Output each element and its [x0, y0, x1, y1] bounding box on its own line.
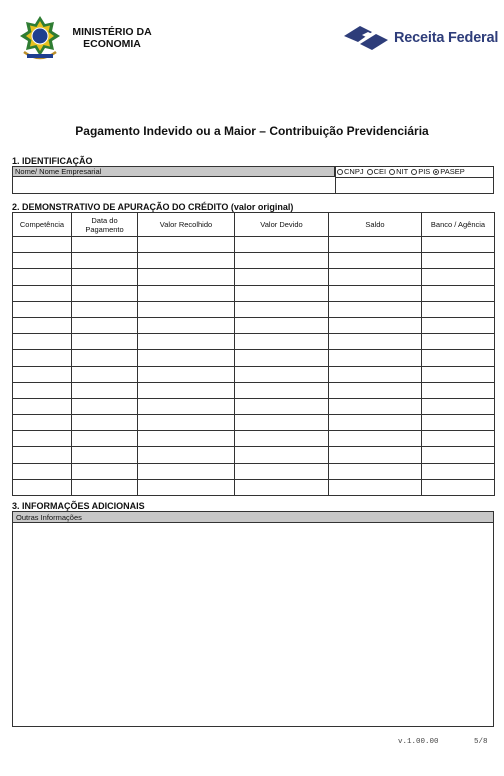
table-cell[interactable] — [72, 253, 138, 269]
table-cell[interactable] — [138, 285, 235, 301]
table-cell[interactable] — [329, 415, 422, 431]
credit-table — [12, 212, 495, 496]
table-cell[interactable] — [72, 447, 138, 463]
table-cell[interactable] — [72, 431, 138, 447]
table-cell[interactable] — [235, 253, 329, 269]
doc-type-label: CNPJ — [344, 167, 364, 176]
table-cell[interactable] — [13, 382, 72, 398]
table-cell[interactable] — [13, 253, 72, 269]
table-cell[interactable] — [329, 447, 422, 463]
table-cell[interactable] — [138, 398, 235, 414]
table-cell[interactable] — [329, 237, 422, 253]
doc-type-radio-cnpj[interactable] — [337, 167, 364, 176]
doc-type-label: PIS — [418, 167, 431, 176]
table-cell[interactable] — [422, 301, 495, 317]
doc-type-label: PASEP — [440, 167, 465, 176]
table-row — [13, 479, 495, 495]
table-cell[interactable] — [235, 301, 329, 317]
table-cell[interactable] — [13, 431, 72, 447]
radio-circle-icon[interactable] — [337, 169, 343, 175]
table-cell[interactable] — [235, 269, 329, 285]
table-cell[interactable] — [13, 317, 72, 333]
table-cell[interactable] — [138, 415, 235, 431]
table-cell[interactable] — [422, 269, 495, 285]
table-cell[interactable] — [422, 431, 495, 447]
page-title: Pagamento Indevido ou a Maior – Contribuição Previdenciária — [75, 124, 429, 138]
table-cell[interactable] — [13, 269, 72, 285]
table-cell[interactable] — [422, 415, 495, 431]
table-cell[interactable] — [138, 269, 235, 285]
table-cell[interactable] — [329, 301, 422, 317]
table-cell[interactable] — [138, 334, 235, 350]
table-cell[interactable] — [138, 431, 235, 447]
radio-circle-icon[interactable] — [411, 169, 417, 175]
table-cell[interactable] — [422, 334, 495, 350]
table-row — [13, 382, 495, 398]
table-row — [13, 431, 495, 447]
table-cell[interactable] — [329, 350, 422, 366]
table-cell[interactable] — [13, 285, 72, 301]
table-cell[interactable] — [72, 317, 138, 333]
table-cell[interactable] — [138, 350, 235, 366]
table-cell[interactable] — [235, 366, 329, 382]
table-cell[interactable] — [235, 398, 329, 414]
table-row — [13, 447, 495, 463]
table-cell[interactable] — [72, 334, 138, 350]
table-cell[interactable] — [235, 317, 329, 333]
table-cell[interactable] — [329, 317, 422, 333]
column-header: Competência — [13, 213, 72, 237]
table-cell[interactable] — [235, 334, 329, 350]
table-cell[interactable] — [72, 366, 138, 382]
table-cell[interactable] — [13, 237, 72, 253]
table-cell[interactable] — [422, 237, 495, 253]
table-cell[interactable] — [422, 350, 495, 366]
table-cell[interactable] — [235, 447, 329, 463]
column-header: Banco / Agência — [422, 213, 495, 237]
column-header: Valor Recolhido — [138, 213, 235, 237]
ministry-line-1: MINISTÉRIO DA — [72, 26, 152, 38]
receita-federal-logo-icon — [342, 22, 390, 54]
table-cell[interactable] — [72, 398, 138, 414]
column-header: Data do Pagamento — [72, 213, 138, 237]
additional-info-label: Outras Informações — [16, 513, 82, 522]
table-row — [13, 317, 495, 333]
table-cell[interactable] — [329, 398, 422, 414]
table-cell[interactable] — [329, 334, 422, 350]
doc-type-label: NIT — [396, 167, 409, 176]
table-cell[interactable] — [422, 463, 495, 479]
additional-info-field[interactable] — [14, 525, 496, 729]
table-cell[interactable] — [138, 253, 235, 269]
table-cell[interactable] — [138, 479, 235, 495]
table-cell[interactable] — [329, 479, 422, 495]
table-cell[interactable] — [235, 463, 329, 479]
form-version: v.1.00.00 — [398, 738, 439, 746]
table-cell[interactable] — [422, 285, 495, 301]
table-cell[interactable] — [138, 237, 235, 253]
document-type-radio-group — [337, 167, 465, 176]
table-cell[interactable] — [72, 285, 138, 301]
table-cell[interactable] — [422, 253, 495, 269]
ministry-name — [70, 26, 154, 50]
table-cell[interactable] — [13, 301, 72, 317]
radio-circle-icon[interactable] — [367, 169, 373, 175]
column-header: Valor Devido — [235, 213, 329, 237]
table-row — [13, 269, 495, 285]
table-row — [13, 398, 495, 414]
table-cell[interactable] — [422, 366, 495, 382]
section-additional-info-heading: 3. INFORMAÇÕES ADICIONAIS — [12, 501, 145, 511]
table-cell[interactable] — [235, 237, 329, 253]
table-cell[interactable] — [13, 479, 72, 495]
table-cell[interactable] — [138, 317, 235, 333]
table-row — [13, 237, 495, 253]
radio-circle-icon[interactable] — [433, 169, 439, 175]
table-cell[interactable] — [13, 447, 72, 463]
section-credit-heading: 2. DEMONSTRATIVO DE APURAÇÃO DO CRÉDITO (valor original) — [12, 202, 294, 212]
table-cell[interactable] — [13, 463, 72, 479]
table-cell[interactable] — [329, 463, 422, 479]
table-cell[interactable] — [329, 382, 422, 398]
table-cell[interactable] — [422, 398, 495, 414]
table-row — [13, 366, 495, 382]
table-cell[interactable] — [235, 479, 329, 495]
table-row — [13, 301, 495, 317]
table-row — [13, 334, 495, 350]
table-cell[interactable] — [72, 269, 138, 285]
table-cell[interactable] — [329, 366, 422, 382]
table-cell[interactable] — [72, 350, 138, 366]
credit-table-body — [13, 237, 495, 496]
table-cell[interactable] — [235, 431, 329, 447]
table-cell[interactable] — [13, 350, 72, 366]
section-identification-heading: 1. IDENTIFICAÇÃO — [12, 156, 93, 166]
table-cell[interactable] — [138, 447, 235, 463]
table-row — [13, 350, 495, 366]
doc-type-radio-pis[interactable] — [411, 167, 430, 176]
table-cell[interactable] — [235, 382, 329, 398]
table-cell[interactable] — [72, 479, 138, 495]
page-number: 5/8 — [474, 738, 488, 746]
table-cell[interactable] — [72, 382, 138, 398]
doc-type-radio-nit[interactable] — [389, 167, 408, 176]
table-cell[interactable] — [422, 479, 495, 495]
table-cell[interactable] — [13, 366, 72, 382]
table-cell[interactable] — [235, 350, 329, 366]
table-cell[interactable] — [13, 415, 72, 431]
table-row — [13, 253, 495, 269]
name-label: Nome/ Nome Empresarial — [15, 167, 102, 176]
table-cell[interactable] — [235, 285, 329, 301]
table-cell[interactable] — [422, 317, 495, 333]
table-cell[interactable] — [329, 253, 422, 269]
table-row — [13, 463, 495, 479]
doc-type-radio-cei[interactable] — [367, 167, 387, 176]
table-cell[interactable] — [422, 447, 495, 463]
doc-type-label: CEI — [373, 167, 387, 176]
table-cell[interactable] — [329, 285, 422, 301]
brazil-coat-of-arms-icon — [18, 14, 62, 62]
column-header: Saldo — [329, 213, 422, 237]
table-cell[interactable] — [138, 382, 235, 398]
table-cell[interactable] — [72, 237, 138, 253]
table-row — [13, 285, 495, 301]
table-cell[interactable] — [235, 415, 329, 431]
table-cell[interactable] — [329, 269, 422, 285]
table-cell[interactable] — [138, 301, 235, 317]
doc-type-radio-pasep[interactable] — [433, 167, 464, 176]
radio-circle-icon[interactable] — [389, 169, 395, 175]
additional-info-label-bar — [12, 511, 494, 523]
table-cell[interactable] — [72, 301, 138, 317]
table-cell[interactable] — [72, 415, 138, 431]
table-cell[interactable] — [329, 431, 422, 447]
table-cell[interactable] — [138, 366, 235, 382]
table-cell[interactable] — [138, 463, 235, 479]
table-row — [13, 415, 495, 431]
table-cell[interactable] — [422, 382, 495, 398]
table-cell[interactable] — [13, 334, 72, 350]
table-cell[interactable] — [72, 463, 138, 479]
agency-name: Receita Federal — [394, 30, 499, 46]
name-field[interactable] — [13, 178, 338, 195]
ministry-line-2: ECONOMIA — [83, 38, 141, 50]
document-number-field[interactable] — [337, 178, 496, 195]
credit-table-header — [13, 213, 495, 237]
table-cell[interactable] — [13, 398, 72, 414]
